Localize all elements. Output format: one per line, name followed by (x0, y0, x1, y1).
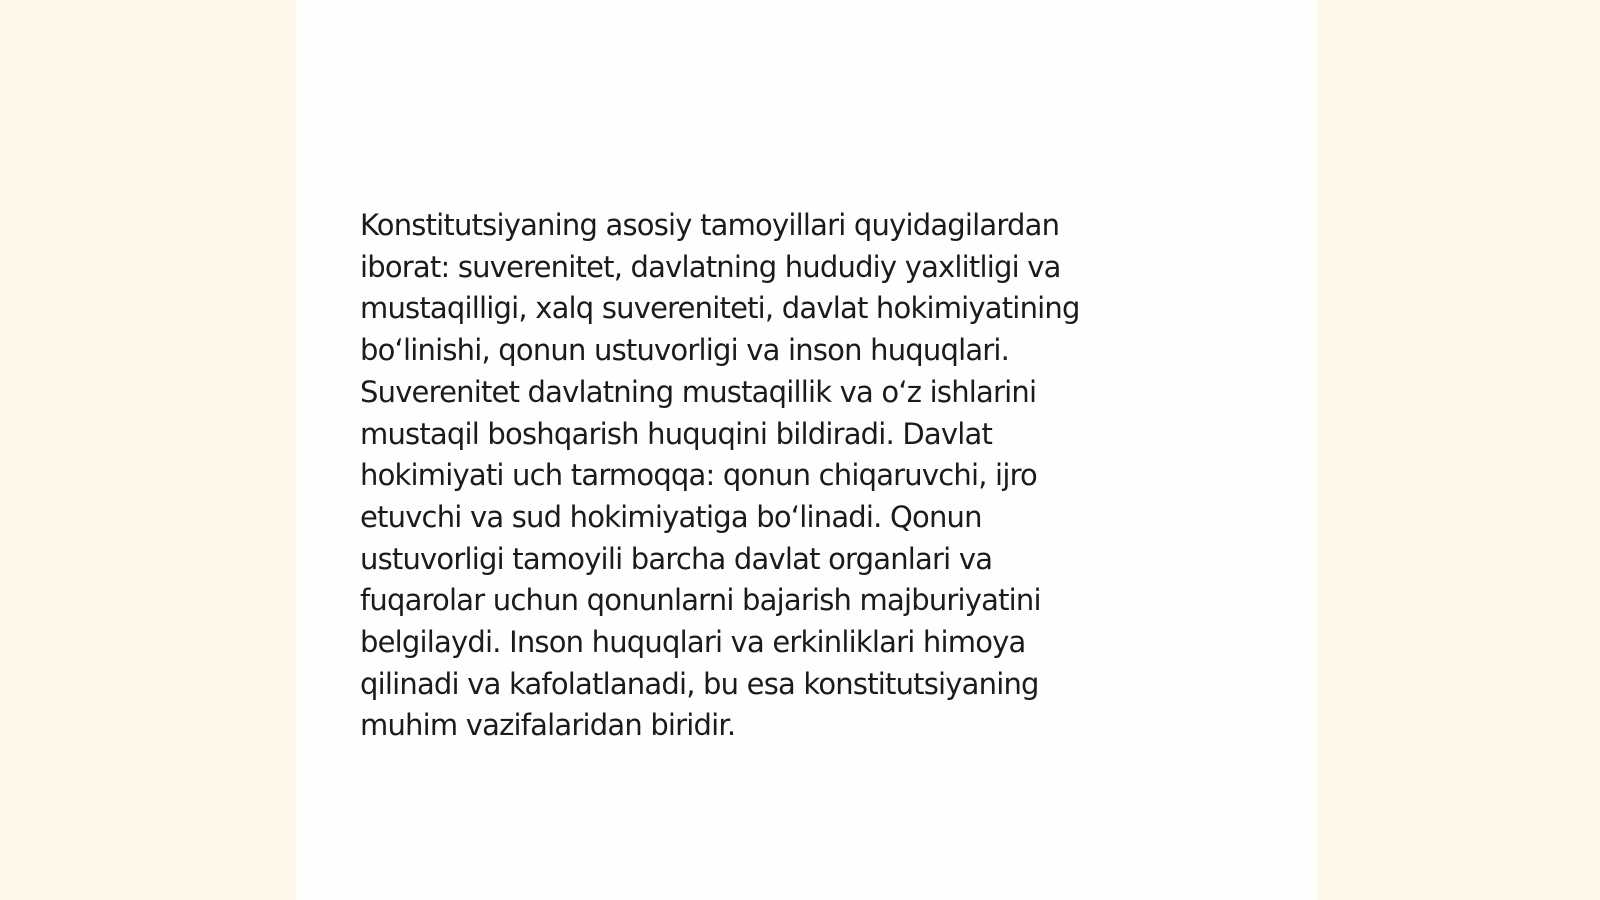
right-margin-background (1318, 0, 1600, 900)
slide-page (296, 0, 1318, 900)
left-margin-background (0, 0, 296, 900)
body-paragraph: Konstitutsiyaning asosiy tamoyillari quyidagilardan iborat: suverenitet, davlatning hududiy yaxlitligi va mustaqilligi, xalq suvereniteti, davlat hokimiyatining bo‘linishi, qonun ustuvorligi va inson huquqlari. Suverenitet davlatning mustaqillik va o‘z ishlarini mustaqil boshqarish huquqini bildiradi. Davlat hokimiyati uch tarmoqqa: qonun chiqaruvchi, ijro etuvchi va sud hokimiyatiga bo‘linadi. Qonun ustuvorligi tamoyili barcha davlat organlari va fuqarolar uchun qonunlarni bajarish majburiyatini belgilaydi. Inson huquqlari va erkinliklari himoya qilinadi va kafolatlanadi, bu esa konstitutsiyaning muhim vazifalaridan biridir. (360, 208, 1080, 743)
